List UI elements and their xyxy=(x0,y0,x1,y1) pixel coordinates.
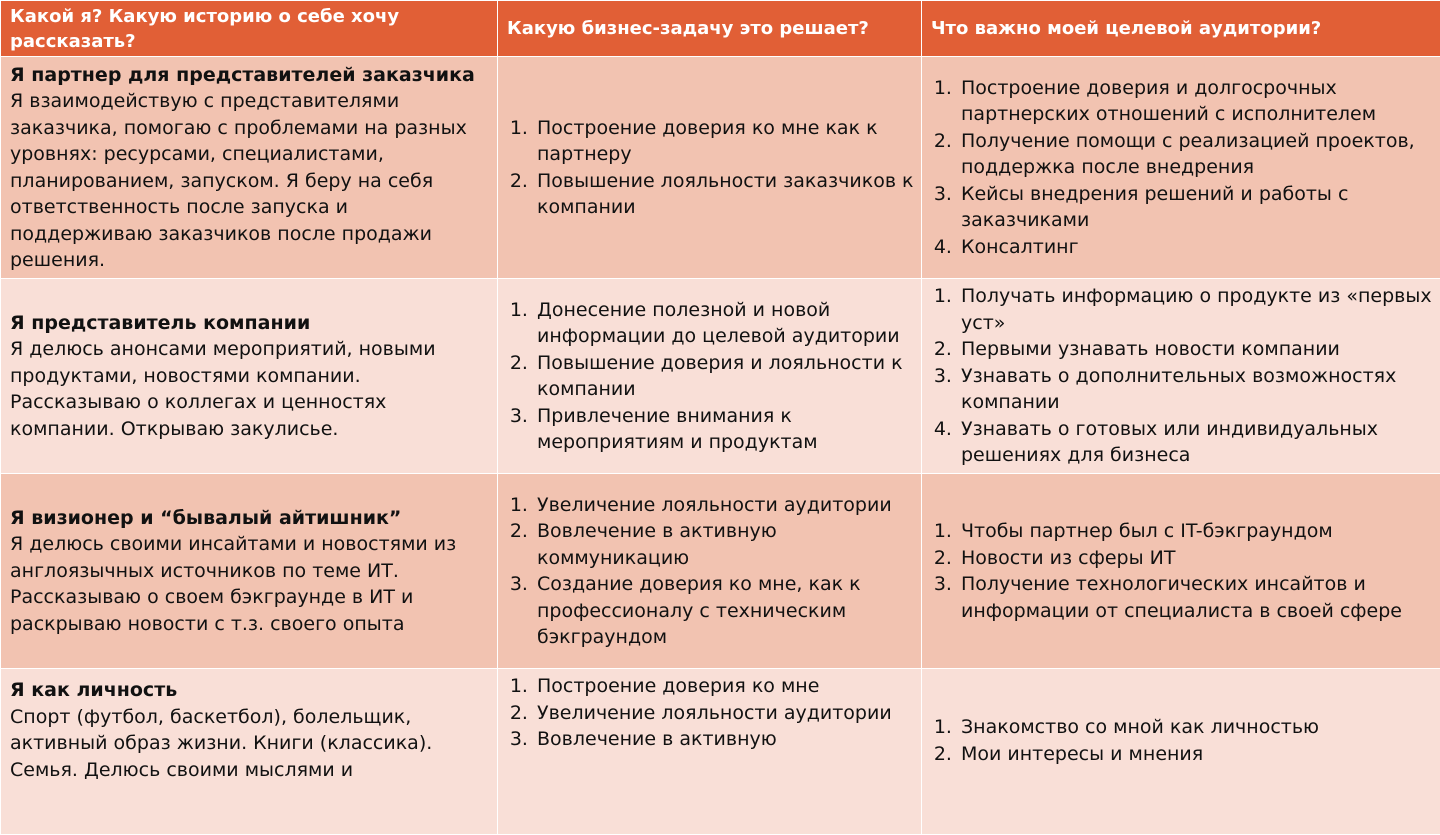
row-title: Я партнер для представителей заказчика xyxy=(10,62,491,89)
tasks-cell xyxy=(498,279,922,474)
tasks-list xyxy=(507,492,915,651)
list-item: 3. Привлечение внимания к мероприятиям и продуктам xyxy=(534,403,915,456)
list-item: 2. Новости из сферы ИТ xyxy=(958,545,1434,572)
needs-cell xyxy=(922,57,1440,279)
needs-cell xyxy=(922,279,1440,474)
list-item: 2. Первыми узнавать новости компании xyxy=(958,336,1434,363)
table-row xyxy=(1,57,1440,279)
list-item: 1. Знакомство со мной как личностью xyxy=(958,714,1434,741)
list-item: 4. Узнавать о готовых или индивидуальных решениях для бизнеса xyxy=(958,416,1434,469)
needs-list xyxy=(931,714,1434,767)
list-item: 3. Кейсы внедрения решений и работы с заказчиками xyxy=(958,181,1434,234)
list-item: 1. Построение доверия и долгосрочных партнерских отношений с исполнителем xyxy=(958,75,1434,128)
tasks-cell xyxy=(498,669,922,835)
row-title: Я представитель компании xyxy=(10,310,491,337)
list-item: 1. Увеличение лояльности аудитории xyxy=(534,492,915,519)
list-item: 1. Построение доверия ко мне xyxy=(534,673,915,700)
list-item: 2. Повышение лояльности заказчиков к компании xyxy=(534,168,915,221)
list-item: 1. Чтобы партнер был с IT-бэкграундом xyxy=(958,518,1434,545)
list-item: 3. Узнавать о дополнительных возможностях компании xyxy=(958,363,1434,416)
row-title: Я визионер и “бывалый айтишник” xyxy=(10,505,491,532)
list-item: 1. Построение доверия ко мне как к партнеру xyxy=(534,115,915,168)
row-description: Я делюсь анонсами мероприятий, новыми продуктами, новостями компании. Рассказываю о коллегах и ценностях компании. Открываю закулисье. xyxy=(10,336,491,442)
list-item: 2. Мои интересы и мнения xyxy=(958,741,1434,768)
list-item: 4. Консалтинг xyxy=(958,234,1434,261)
list-item: 2. Повышение доверия и лояльности к компании xyxy=(534,350,915,403)
list-item: 1. Получать информацию о продукте из «первых уст» xyxy=(958,283,1434,336)
needs-cell xyxy=(922,474,1440,669)
table-row xyxy=(1,474,1440,669)
row-title-cell xyxy=(1,57,498,279)
row-title: Я как личность xyxy=(10,677,491,704)
needs-list xyxy=(931,283,1434,469)
header-story: Какой я? Какую историю о себе хочу рассказать? xyxy=(1,1,498,57)
header-audience-needs: Что важно моей целевой аудитории? xyxy=(922,1,1440,57)
table-header-row xyxy=(1,1,1440,57)
list-item: 3. Получение технологических инсайтов и информации от специалиста в своей сфере xyxy=(958,571,1434,624)
list-item: 1. Донесение полезной и новой информации до целевой аудитории xyxy=(534,297,915,350)
tasks-cell xyxy=(498,474,922,669)
list-item: 3. Вовлечение в активную xyxy=(534,726,915,753)
tasks-list xyxy=(507,115,915,221)
list-item: 2. Увеличение лояльности аудитории xyxy=(534,700,915,727)
list-item: 2. Получение помощи с реализацией проектов, поддержка после внедрения xyxy=(958,128,1434,181)
row-description: Я взаимодействую с представителями заказчика, помогаю с проблемами на разных уровнях: ресурсами, специалистами, планированием, запуском. Я беру на себя ответственность после запуска и поддерживаю заказчиков после продажи решения. xyxy=(10,88,491,274)
list-item: 2. Вовлечение в активную коммуникацию xyxy=(534,518,915,571)
needs-list xyxy=(931,75,1434,261)
needs-cell xyxy=(922,669,1440,835)
tasks-cell xyxy=(498,57,922,279)
row-title-cell xyxy=(1,474,498,669)
header-business-task: Какую бизнес-задачу это решает? xyxy=(498,1,922,57)
tasks-list xyxy=(507,297,915,456)
table-row xyxy=(1,669,1440,835)
tasks-list xyxy=(507,673,915,753)
row-title-cell xyxy=(1,669,498,835)
row-title-cell xyxy=(1,279,498,474)
list-item: 3. Создание доверия ко мне, как к профессионалу с техническим бэкграундом xyxy=(534,571,915,651)
needs-list xyxy=(931,518,1434,624)
table-row xyxy=(1,279,1440,474)
row-description: Спорт (футбол, баскетбол), болельщик, активный образ жизни. Книги (классика). Семья. Делюсь своими мыслями и xyxy=(10,704,491,784)
row-description: Я делюсь своими инсайтами и новостями из англоязычных источников по теме ИТ. Рассказываю о своем бэкграунде в ИТ и раскрываю новости с т.з. своего опыта xyxy=(10,531,491,637)
